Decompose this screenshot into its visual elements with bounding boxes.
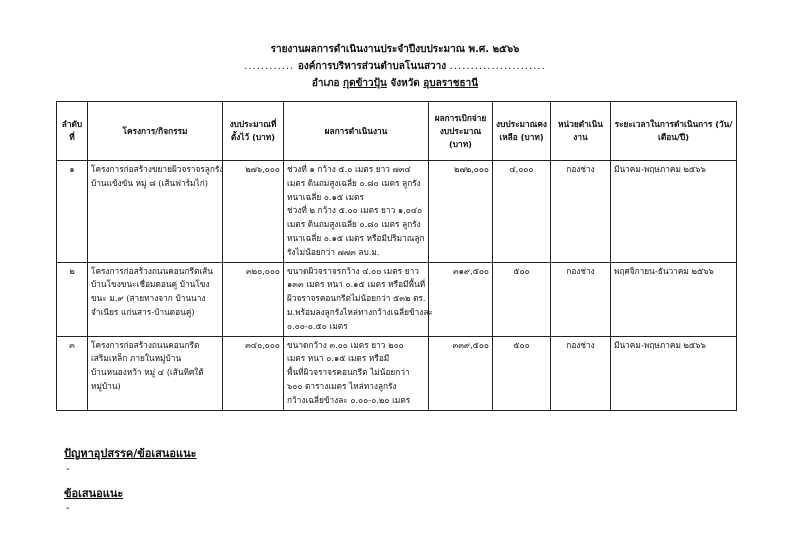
- project-line: ขนะ ม.๙ (สายทางจาก บ้านนาง: [91, 293, 206, 304]
- row-project: [88, 161, 223, 263]
- project-line: บ้านโขงขนะเชื่อมดอนคู่ บ้านโขง: [91, 279, 210, 290]
- header-remaining: งบประมาณคงเหลือ (บาท): [493, 102, 551, 161]
- result-line: ช่วงที่ ๒ กว้าง ๕.๐๐ เมตร ยาว ๑,๐๔๐: [287, 205, 423, 216]
- problems-value: -: [66, 464, 70, 475]
- row-budget: ๓๒๐,๐๐๐: [223, 262, 284, 336]
- row-no: ๓: [57, 336, 88, 410]
- district-label: อำเภอ: [311, 78, 340, 89]
- project-line: บ้านแข้งขัน หมู่ ๘ (เส้นฟาร์มไก่): [91, 177, 208, 188]
- report-title: รายงานผลการดำเนินงานประจำปีงบประมาณ พ.ศ. ๒๕๖๖: [270, 44, 520, 55]
- row-project: [88, 336, 223, 410]
- suggestions-heading: ข้อเสนอแนะ: [64, 487, 124, 500]
- result-line: พื้นที่ผิวจราจรคอนกรีต ไม่น้อยกว่า: [287, 367, 410, 378]
- result-line: หนาเฉลี่ย ๐.๑๕ เมตร: [287, 191, 364, 202]
- result-line: ขนาดผิวจราจรกว้าง ๔.๐๐ เมตร ยาว: [287, 265, 419, 276]
- row-project: [88, 262, 223, 336]
- row-remaining: ๕๐๐: [493, 336, 551, 410]
- header-disbursed: ผลการเบิกจ่ายงบประมาณ (บาท): [429, 102, 493, 161]
- row-unit: กองช่าง: [551, 262, 611, 336]
- project-line: เสริมเหล็ก ภายในหมู่บ้าน: [91, 353, 182, 364]
- result-line: ๖๐๐ ตารางเมตร ไหล่ทางลูกรัง: [287, 380, 397, 391]
- org-leading-dots: ............: [244, 61, 295, 72]
- result-line: ขนาดกว้าง ๓.๐๐ เมตร ยาว ๒๐๐: [287, 339, 404, 350]
- result-line: เมตร ดินถมสูงเฉลี่ย ๐.๘๐ เมตร ลูกรัง: [287, 177, 421, 188]
- row-unit: กองช่าง: [551, 336, 611, 410]
- result-line: กว้างเฉลี่ยข้างละ ๐.๐๐-๐.๒๐ เมตร: [287, 394, 411, 405]
- header-budget: งบประมาณที่ตั้งไว้ (บาท): [223, 102, 284, 161]
- row-period: พฤศจิกายน-ธันวาคม ๒๕๖๖: [611, 262, 737, 336]
- header-project: โครงการ/กิจกรรม: [88, 102, 223, 161]
- project-line: หมู่บ้าน): [91, 380, 121, 391]
- table-row: [57, 262, 737, 336]
- project-line: บ้านหนองหว้า หมู่ ๔ (เส้นทิศใต้: [91, 367, 204, 378]
- project-line: โครงการก่อสร้างถนนคอนกรีตเส้น: [91, 265, 213, 276]
- row-no: ๒: [57, 262, 88, 336]
- performance-table: [56, 101, 737, 411]
- result-line: รังไม่น้อยกว่า ๗๗๓ ลบ.ม.: [287, 246, 380, 257]
- header-period: ระยะเวลาในการดำเนินการ (วัน/เดือน/ปี): [611, 102, 737, 161]
- table-header-row: [57, 102, 737, 161]
- row-remaining: ๕๐๐: [493, 262, 551, 336]
- location-line: [0, 76, 790, 91]
- project-line: โครงการก่อสร้างถนนคอนกรีต: [91, 339, 200, 350]
- province-name: อุบลราชธานี: [423, 78, 479, 89]
- table-row: [57, 336, 737, 410]
- project-line: โครงการก่อสร้างขยายผิวจราจรลูกรัง: [91, 164, 224, 174]
- row-unit: กองช่าง: [551, 161, 611, 263]
- result-line: ผิวจราจรคอนกรีตไม่น้อยกว่า ๕๓๒ ตร.: [287, 293, 426, 304]
- row-period: มีนาคม-พฤษภาคม ๒๕๖๖: [611, 336, 737, 410]
- result-line: เมตร ดินถมสูงเฉลี่ย ๐.๘๐ เมตร ลูกรัง: [287, 219, 421, 230]
- result-line: ๐.๐๐-๐.๕๐ เมตร: [287, 320, 348, 331]
- org-trailing-dots: .......................: [449, 61, 546, 72]
- table-row: [57, 161, 737, 263]
- result-line: หนาเฉลี่ย ๐.๑๕ เมตร หรือมีปริมาณลูก: [287, 232, 425, 243]
- organization-line: [0, 59, 790, 74]
- problems-heading: ปัญหาอุปสรรค/ข้อเสนอแนะ: [64, 447, 197, 460]
- row-no: ๑: [57, 161, 88, 263]
- row-disbursed: ๒๗๒,๐๐๐: [429, 161, 493, 263]
- header-unit: หน่วยดำเนินงาน: [551, 102, 611, 161]
- district-name: กุดข้าวปุ้น: [343, 78, 387, 89]
- row-period: มีนาคม-พฤษภาคม ๒๕๖๖: [611, 161, 737, 263]
- row-budget: ๒๗๖,๐๐๐: [223, 161, 284, 263]
- result-line: ช่วงที่ ๑ กว้าง ๕.๐ เมตร ยาว ๗๓๔: [287, 164, 411, 174]
- province-label: จังหวัด: [390, 78, 420, 89]
- result-line: ม.พร้อมลงลูกรังไหล่ทางกว้างเฉลี่ยข้างละ: [287, 306, 433, 317]
- result-line: ๑๓๓ เมตร หนา ๐.๑๕ เมตร หรือมีพื้นที่: [287, 279, 426, 290]
- row-result: [284, 161, 429, 263]
- suggestions-value: -: [66, 503, 70, 514]
- row-result: [284, 336, 429, 410]
- header-no: ลำดับที่: [57, 102, 88, 161]
- organization-name: องค์การบริหารส่วนตำบลโนนสวาง: [297, 61, 447, 72]
- row-result: [284, 262, 433, 336]
- result-line: เมตร หนา ๐.๑๕ เมตร หรือมี: [287, 353, 390, 364]
- row-disbursed: ๓๓๙,๕๐๐: [429, 336, 493, 410]
- row-disbursed: ๓๑๙,๕๐๐: [429, 262, 493, 336]
- header-result: ผลการดำเนินงาน: [284, 102, 429, 161]
- row-remaining: ๔,๐๐๐: [493, 161, 551, 263]
- row-budget: ๓๔๐,๐๐๐: [223, 336, 284, 410]
- project-line: จำเนียร แก่นสาร-บ้านดอนคู่): [91, 306, 195, 317]
